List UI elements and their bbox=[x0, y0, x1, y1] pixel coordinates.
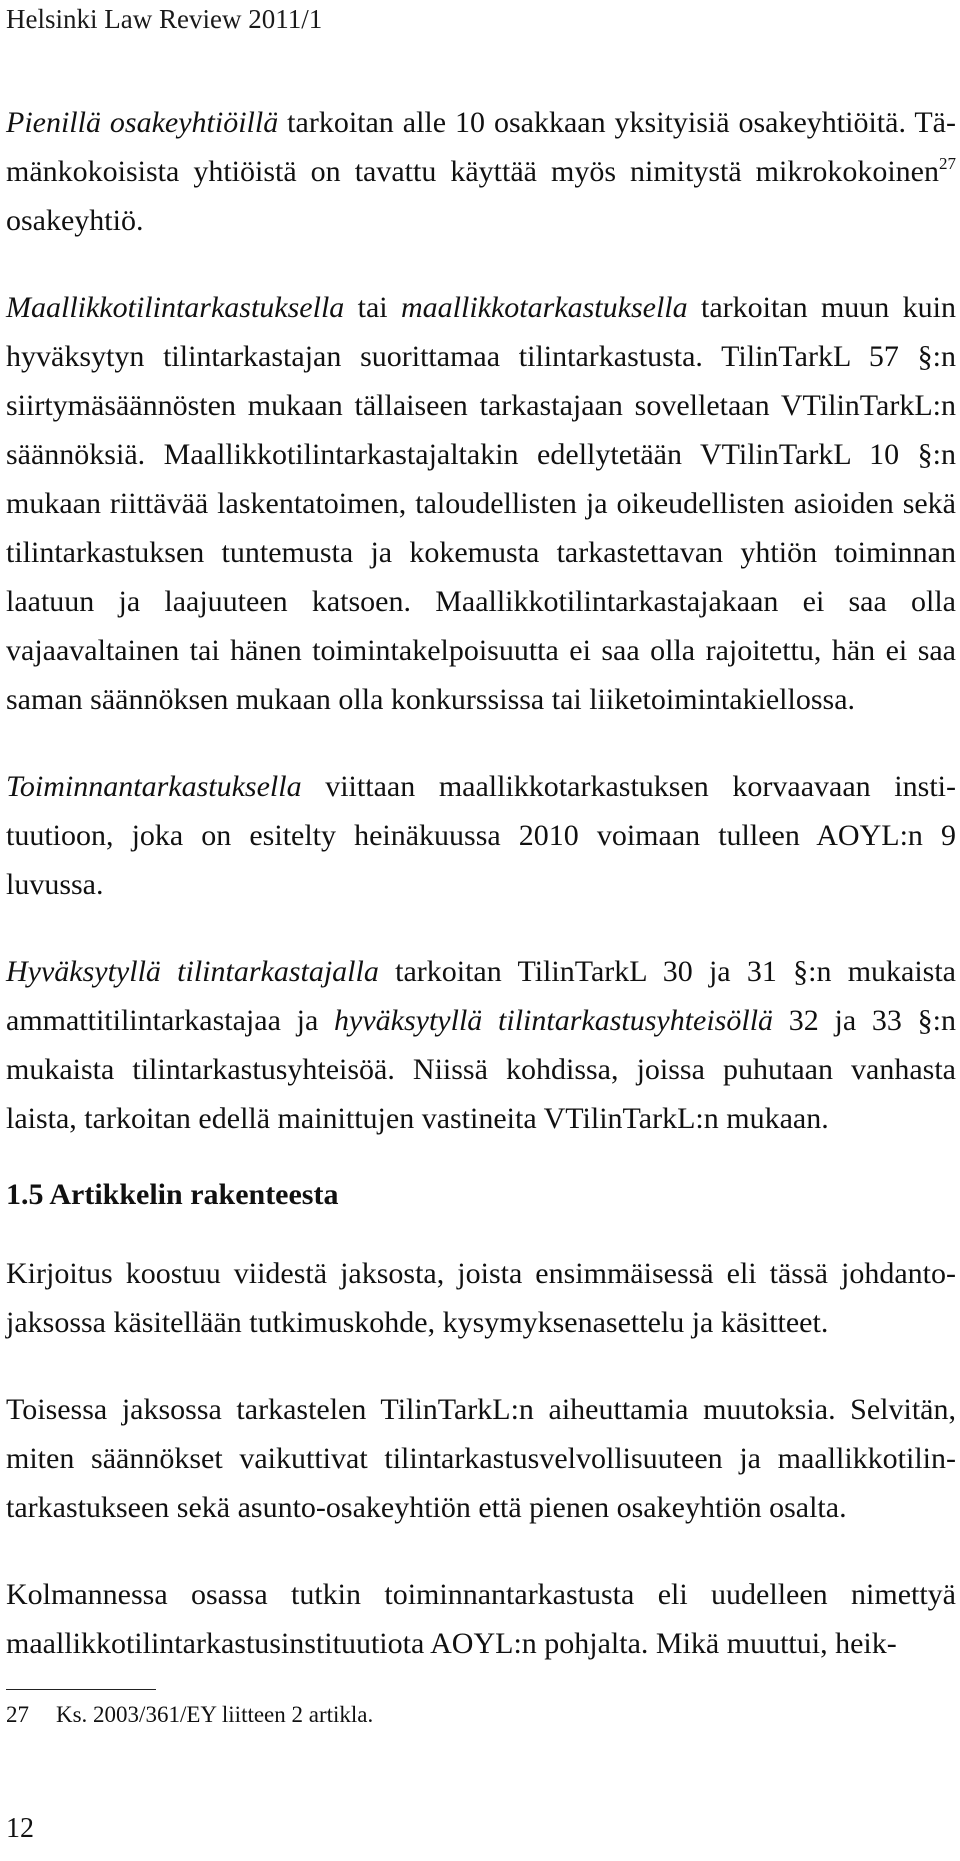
paragraph-rakenne: Kirjoitus koostuu viidestä jaksosta, joista ensimmäisessä eli tässä johdantojaksossa käsitellään tutkimuskohde, kysymyksenasettelu ja käsitteet. bbox=[6, 1257, 956, 1339]
running-header: Helsinki Law Review 2011/1 bbox=[6, 4, 323, 34]
section-heading: 1.5 Artikkelin rakenteesta bbox=[6, 1178, 339, 1211]
footnote bbox=[6, 1700, 373, 1730]
paragraph-text: tai bbox=[344, 291, 401, 324]
defined-term: Pienillä osakeyhtiöillä bbox=[6, 106, 279, 139]
paragraph-text: tarkoitan alle 10 osakkaan yksityisiä osakeyhtiöitä. Tämänkokoisista yhtiöistä on tavattu käyttää myös nimitystä mikrokokoinen bbox=[6, 106, 956, 188]
paragraph-text: tarkoitan muun kuin hyväksytyn tilintarkastajan suorittamaa tilintarkastusta. TilinTarkL 57 §:n siirtymäsäännösten mukaan tällaiseen tarkastajaan sovelletaan VTilinTarkL:n säännöksiä. Maallikkotilintarkastajaltakin edellytetään VTilinTarkL 10 §:n mukaan riittävää laskentatoimen, taloudellisten ja oikeudellisten asioiden sekä tilintarkastuksen tuntemusta ja kokemusta tarkastettavan yhtiön toiminnan laatuun ja laajuuteen katsoen. Maallikkotilintarkastajakaan ei saa olla vajaavaltainen tai hänen toimintakelpoisuutta ei saa olla rajoitettu, hän ei saa saman säännöksen mukaan olla konkurssissa tai liiketoimintakiellossa. bbox=[6, 291, 956, 716]
defined-term: maallikkotarkastuksella bbox=[401, 291, 688, 324]
footnote-reference[interactable]: 27 bbox=[939, 154, 956, 173]
defined-term: Hyväksytyllä tilintarkastajalla bbox=[6, 955, 379, 988]
paragraph-text: viittaan maallikkotarkastuksen korvaavaan instituutioon, joka on esitelty heinäkuussa 2010 voimaan tulleen AOYL:n 9 luvussa. bbox=[6, 770, 956, 901]
paragraph-text: 32 ja 33 §:n mukaista tilintarkastusyhteisöä. Niissä kohdissa, joissa puhutaan vanhasta laista, tarkoitan edellä mainittujen vastineita VTilinTarkL:n mukaan. bbox=[6, 1004, 956, 1135]
paragraph-kolmas-osa: Kolmannessa osassa tutkin toiminnantarkastusta eli uudelleen nimettyä maallikkotilintarkastusinstituutiota AOYL:n pohjalta. Mikä muuttui, heik- bbox=[6, 1578, 956, 1660]
paragraph-text: tarkoitan TilinTarkL 30 ja 31 §:n mukaista ammattitilintarkastajaa ja bbox=[6, 955, 956, 1037]
footnote-divider bbox=[6, 1689, 156, 1690]
footnote-text: Ks. 2003/361/EY liitteen 2 artikla. bbox=[56, 1702, 374, 1727]
paragraph-maallikko bbox=[6, 283, 956, 724]
defined-term: hyväksytyllä tilintarkastusyhteisöllä bbox=[334, 1004, 774, 1037]
defined-term: Toiminnantarkastuksella bbox=[6, 770, 302, 803]
paragraph-toinen-jakso: Toisessa jaksossa tarkastelen TilinTarkL:n aiheuttamia muutoksia. Selvitän, miten säännökset vaikuttivat tilintarkastusvelvollisuuteen ja maallikkotilintarkastukseen sekä asunto-osakeyhtiön että pienen osakeyhtiön osalta. bbox=[6, 1393, 956, 1524]
paragraph-text: osakeyhtiö. bbox=[6, 204, 144, 237]
footnote-number: 27 bbox=[6, 1702, 29, 1727]
paragraph-pienilla bbox=[6, 98, 956, 245]
page-number: 12 bbox=[6, 1813, 34, 1844]
article-body bbox=[6, 98, 956, 1706]
defined-term: Maallikkotilintarkastuksella bbox=[6, 291, 345, 324]
paragraph-toiminnantarkastus bbox=[6, 762, 956, 909]
paragraph-hyvaksytty bbox=[6, 947, 956, 1143]
